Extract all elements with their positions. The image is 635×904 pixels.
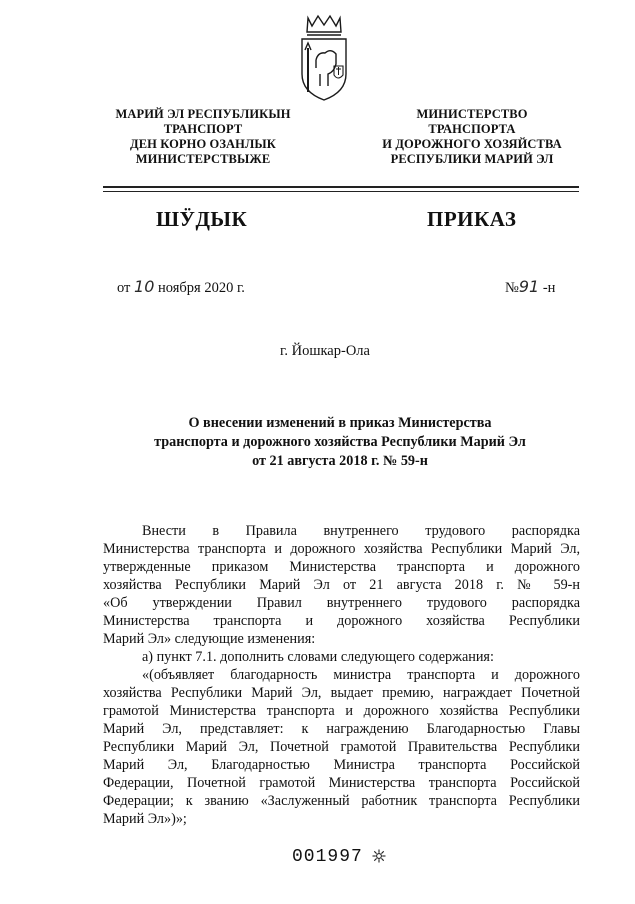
order-date bbox=[117, 277, 245, 297]
header-right-line: И ДОРОЖНОГО ХОЗЯЙСТВА bbox=[382, 137, 562, 151]
header-divider-thick bbox=[103, 186, 579, 188]
body-line: Марий Эл» следующие изменения: bbox=[103, 631, 316, 647]
body-line: Министерства транспорта и дорожного хозяйства Республики bbox=[103, 613, 580, 629]
number-prefix: № bbox=[505, 280, 519, 296]
body-line: Марий Эл, представляет: к награждению Благодарностью Главы bbox=[103, 721, 580, 737]
header-left-line: ТРАНСПОРТ bbox=[163, 122, 243, 136]
ornament-icon bbox=[372, 849, 386, 863]
body-line: «(объявляет благодарность министра транспорта и дорожного bbox=[142, 667, 580, 683]
doc-type-mari: ШӰДЫК bbox=[156, 207, 248, 231]
header-left-line: МИНИСТЕРСТВЫЖЕ bbox=[135, 152, 271, 166]
header-right-line: МИНИСТЕРСТВО bbox=[416, 107, 528, 121]
date-day-handwritten: 10 bbox=[134, 277, 155, 296]
body-line: Федерации, Почетной грамотой Министерства транспорта Российской bbox=[103, 775, 580, 791]
city: г. Йошкар-Ола bbox=[280, 343, 370, 359]
order-body bbox=[103, 522, 580, 828]
body-line: Федерации; к званию «Заслуженный работник транспорта Республики bbox=[103, 793, 580, 809]
title-line: от 21 августа 2018 г. № 59-н bbox=[252, 453, 428, 469]
header-right-block bbox=[352, 107, 592, 167]
title-line: транспорта и дорожного хозяйства Республики Марий Эл bbox=[154, 434, 526, 450]
header-left-block bbox=[94, 107, 312, 167]
body-line: Марий Эл»)»; bbox=[103, 811, 187, 827]
body-line: Республики Марий Эл, Почетной грамотой Правительства Республики bbox=[103, 739, 580, 755]
header-right-line: РЕСПУБЛИКИ МАРИЙ ЭЛ bbox=[390, 152, 554, 166]
body-line: грамотой Министерства транспорта и дорожного хозяйства Республики bbox=[103, 703, 580, 719]
header-left-line: МАРИЙ ЭЛ РЕСПУБЛИКЫН bbox=[115, 107, 291, 121]
date-prefix: от bbox=[117, 280, 131, 296]
header-left-line: ДЕН КОРНО ОЗАНЛЫК bbox=[130, 137, 276, 151]
order-title bbox=[90, 414, 590, 471]
body-line: хозяйства Республики Марий Эл от 21 августа 2018 г. № 59-н bbox=[103, 577, 580, 593]
header-right-line: ТРАНСПОРТА bbox=[428, 122, 516, 136]
coat-of-arms-emblem bbox=[294, 12, 354, 104]
body-line: утвержденные приказом Министерства транспорта и дорожного bbox=[103, 559, 580, 575]
form-serial-number: 001997 bbox=[292, 847, 363, 867]
number-value-handwritten: 91 bbox=[518, 277, 540, 296]
order-number bbox=[505, 277, 555, 297]
title-line: О внесении изменений в приказ Министерства bbox=[188, 415, 492, 431]
body-line: «Об утверждении Правил внутреннего трудового распорядка bbox=[103, 595, 580, 611]
body-line: а) пункт 7.1. дополнить словами следующего содержания: bbox=[142, 649, 494, 665]
body-line: хозяйства Республики Марий Эл, выдает премию, награждает Почетной bbox=[103, 685, 580, 701]
body-line: Министерства транспорта и дорожного хозяйства Республики Марий Эл, bbox=[103, 541, 580, 557]
body-line: Марий Эл, Благодарностью Министра транспорта Российской bbox=[103, 757, 580, 773]
header-divider-thin bbox=[103, 191, 579, 192]
body-line: Внести в Правила внутреннего трудового распорядка bbox=[142, 523, 580, 539]
date-rest: ноября 2020 г. bbox=[158, 280, 245, 296]
doc-type-russian: ПРИКАЗ bbox=[427, 207, 517, 231]
number-suffix: -н bbox=[542, 280, 556, 296]
